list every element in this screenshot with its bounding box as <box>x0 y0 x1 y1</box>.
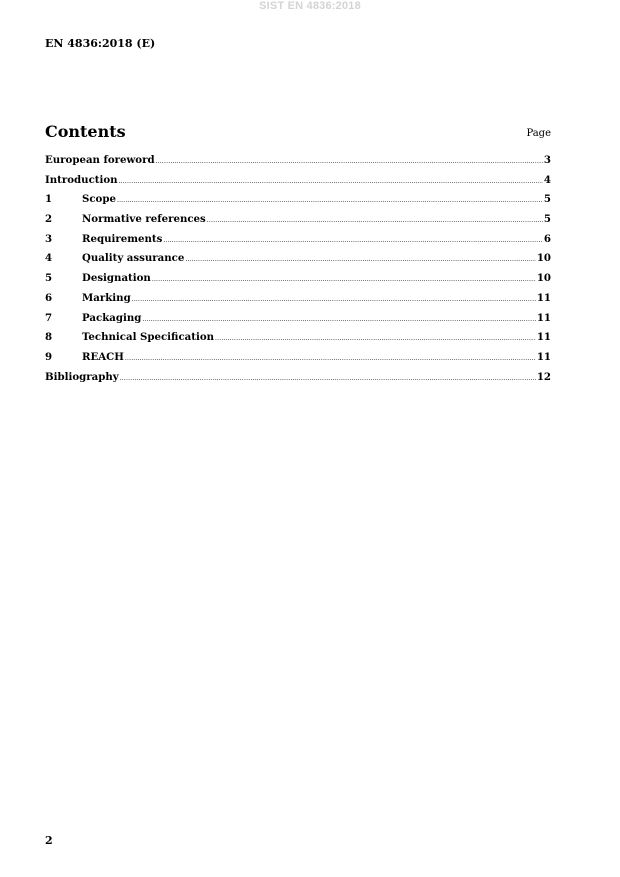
toc-entry-number: 9 <box>45 350 53 363</box>
toc-leader-dots <box>163 237 543 244</box>
toc-entry-quality-assurance[interactable] <box>45 252 551 272</box>
toc-entry-marking[interactable] <box>45 292 551 312</box>
toc-entry-title: Bibliography <box>45 370 119 383</box>
toc-leader-dots <box>156 158 543 165</box>
toc-entry-page: 11 <box>536 311 551 324</box>
toc-entry-page: 11 <box>536 350 551 363</box>
toc-leader-dots <box>215 335 536 342</box>
toc-entry-normative-references[interactable] <box>45 213 551 233</box>
toc-entry-number: 5 <box>45 272 53 285</box>
toc-entry-title: REACH <box>82 350 124 363</box>
contents-heading: Contents <box>45 122 126 141</box>
toc-entry-number: 4 <box>45 252 53 265</box>
toc-entry-title: Scope <box>82 193 116 206</box>
toc-entry-number: 1 <box>45 193 53 206</box>
toc-entry-reach[interactable] <box>45 351 551 371</box>
toc-entry-title: European foreword <box>45 154 155 166</box>
toc-entry-title: Designation <box>82 272 151 285</box>
toc-entry-title: Requirements <box>82 232 163 245</box>
toc-entry-european-foreword[interactable] <box>45 154 551 174</box>
toc-leader-dots <box>119 178 543 185</box>
toc-entry-page: 10 <box>536 252 551 265</box>
page-column-label: Page <box>526 128 551 139</box>
toc-entry-title: Technical Specification <box>82 331 215 344</box>
toc-leader-dots <box>207 217 543 224</box>
toc-entry-introduction[interactable] <box>45 174 551 194</box>
toc-entry-page: 10 <box>536 272 551 285</box>
toc-entry-bibliography[interactable] <box>45 371 551 391</box>
toc-entry-number: 2 <box>45 213 53 226</box>
toc-entry-title: Packaging <box>82 311 142 324</box>
toc-leader-dots <box>117 197 543 204</box>
document-id: EN 4836:2018 (E) <box>45 37 156 50</box>
toc-leader-dots <box>185 256 535 263</box>
table-of-contents <box>45 154 551 390</box>
toc-entry-number: 6 <box>45 291 53 304</box>
watermark: SIST EN 4836:2018 <box>259 0 361 12</box>
toc-leader-dots <box>120 375 536 382</box>
toc-leader-dots <box>132 296 536 303</box>
footer-page-number: 2 <box>45 834 53 847</box>
toc-entry-page: 3 <box>543 154 551 166</box>
toc-entry-number: 8 <box>45 331 53 344</box>
toc-entry-title: Introduction <box>45 173 118 186</box>
toc-entry-scope[interactable] <box>45 193 551 213</box>
toc-entry-page: 5 <box>543 193 551 206</box>
toc-leader-dots <box>142 316 535 323</box>
toc-entry-designation[interactable] <box>45 272 551 292</box>
toc-entry-number: 3 <box>45 232 53 245</box>
toc-leader-dots <box>152 276 536 283</box>
toc-entry-number: 7 <box>45 311 53 324</box>
toc-entry-page: 4 <box>543 173 551 186</box>
toc-entry-page: 11 <box>536 331 551 344</box>
toc-entry-technical-specification[interactable] <box>45 331 551 351</box>
toc-entry-title: Normative references <box>82 213 206 226</box>
toc-entry-packaging[interactable] <box>45 312 551 332</box>
toc-leader-dots <box>125 355 536 362</box>
toc-entry-page: 12 <box>536 370 551 383</box>
toc-entry-page: 6 <box>543 232 551 245</box>
toc-entry-page: 11 <box>536 291 551 304</box>
toc-entry-title: Marking <box>82 291 131 304</box>
toc-entry-page: 5 <box>543 213 551 226</box>
toc-entry-requirements[interactable] <box>45 233 551 253</box>
toc-entry-title: Quality assurance <box>82 252 185 265</box>
